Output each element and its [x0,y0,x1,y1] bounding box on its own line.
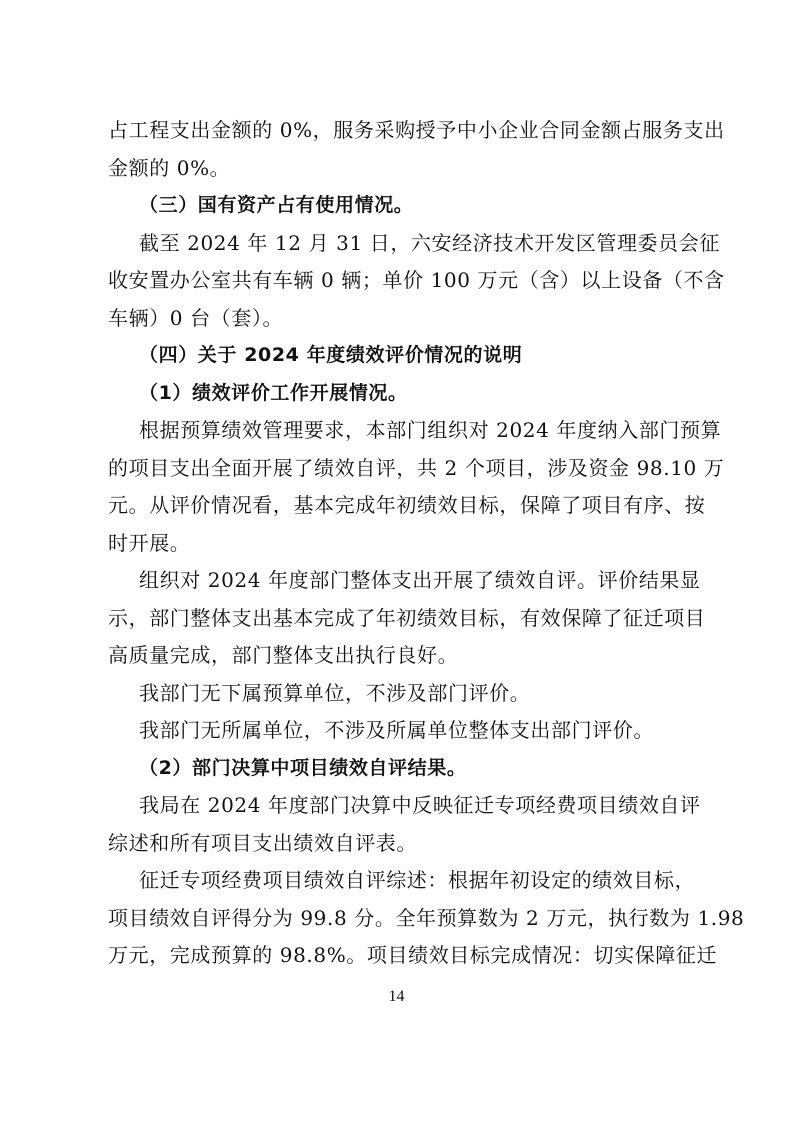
paragraph-line: 我部门无下属预算单位，不涉及部门评价。 [139,680,531,705]
paragraph-line: 万元，完成预算的 98.8%。项目绩效目标完成情况：切实保障征迁 [108,943,718,967]
paragraph-line: 的项目支出全面开展了绩效自评，共 2 个项目，涉及资金 98.10 万 [108,455,725,480]
paragraph-line: 征迁专项经费项目绩效自评综述：根据年初设定的绩效目标， [139,868,696,892]
section-heading: （四）关于 2024 年度绩效评价情况的说明 [139,344,523,366]
paragraph-line: 组织对 2024 年度部门整体支出开展了绩效自评。评价结果显 [139,568,701,592]
subsection-heading: （1）绩效评价工作开展情况。 [139,381,408,404]
paragraph-line: 综述和所有项目支出绩效自评表。 [108,830,417,855]
paragraph-line: 根据预算绩效管理要求，本部门组织对 2024 年度纳入部门预算 [139,418,722,442]
paragraph-line: 示，部门整体支出基本完成了年初绩效目标，有效保障了征迁项目 [108,605,706,630]
paragraph-line: 截至 2024 年 12 月 31 日，六安经济技术开发区管理委员会征 [139,230,720,255]
paragraph-line: 车辆）0 台（套）。 [108,305,284,330]
subsection-heading: （2）部门决算中项目绩效自评结果。 [139,756,467,779]
paragraph-line: 高质量完成，部门整体支出执行良好。 [108,643,459,667]
paragraph-line: 元。从评价情况看，基本完成年初绩效目标，保障了项目有序、按 [108,493,706,517]
paragraph-line: 收安置办公室共有车辆 0 辆；单价 100 万元（含）以上设备（不含 [108,268,725,292]
paragraph-line: 占工程支出金额的 0%，服务采购授予中小企业合同金额占服务支出 [108,118,725,142]
paragraph-line: 我部门无所属单位，不涉及所属单位整体支出部门评价。 [139,718,654,742]
document-page [108,112,745,975]
paragraph-line: 金额的 0%。 [108,155,231,180]
paragraph-line: 我局在 2024 年度部门决算中反映征迁专项经费项目绩效自评 [139,793,701,817]
paragraph-line: 项目绩效自评得分为 99.8 分。全年预算数为 2 万元，执行数为 1.98 [108,905,745,930]
page-number: 14 [388,988,405,1005]
paragraph-line: 时开展。 [108,530,191,555]
section-heading: （三）国有资产占有使用情况。 [139,194,414,216]
